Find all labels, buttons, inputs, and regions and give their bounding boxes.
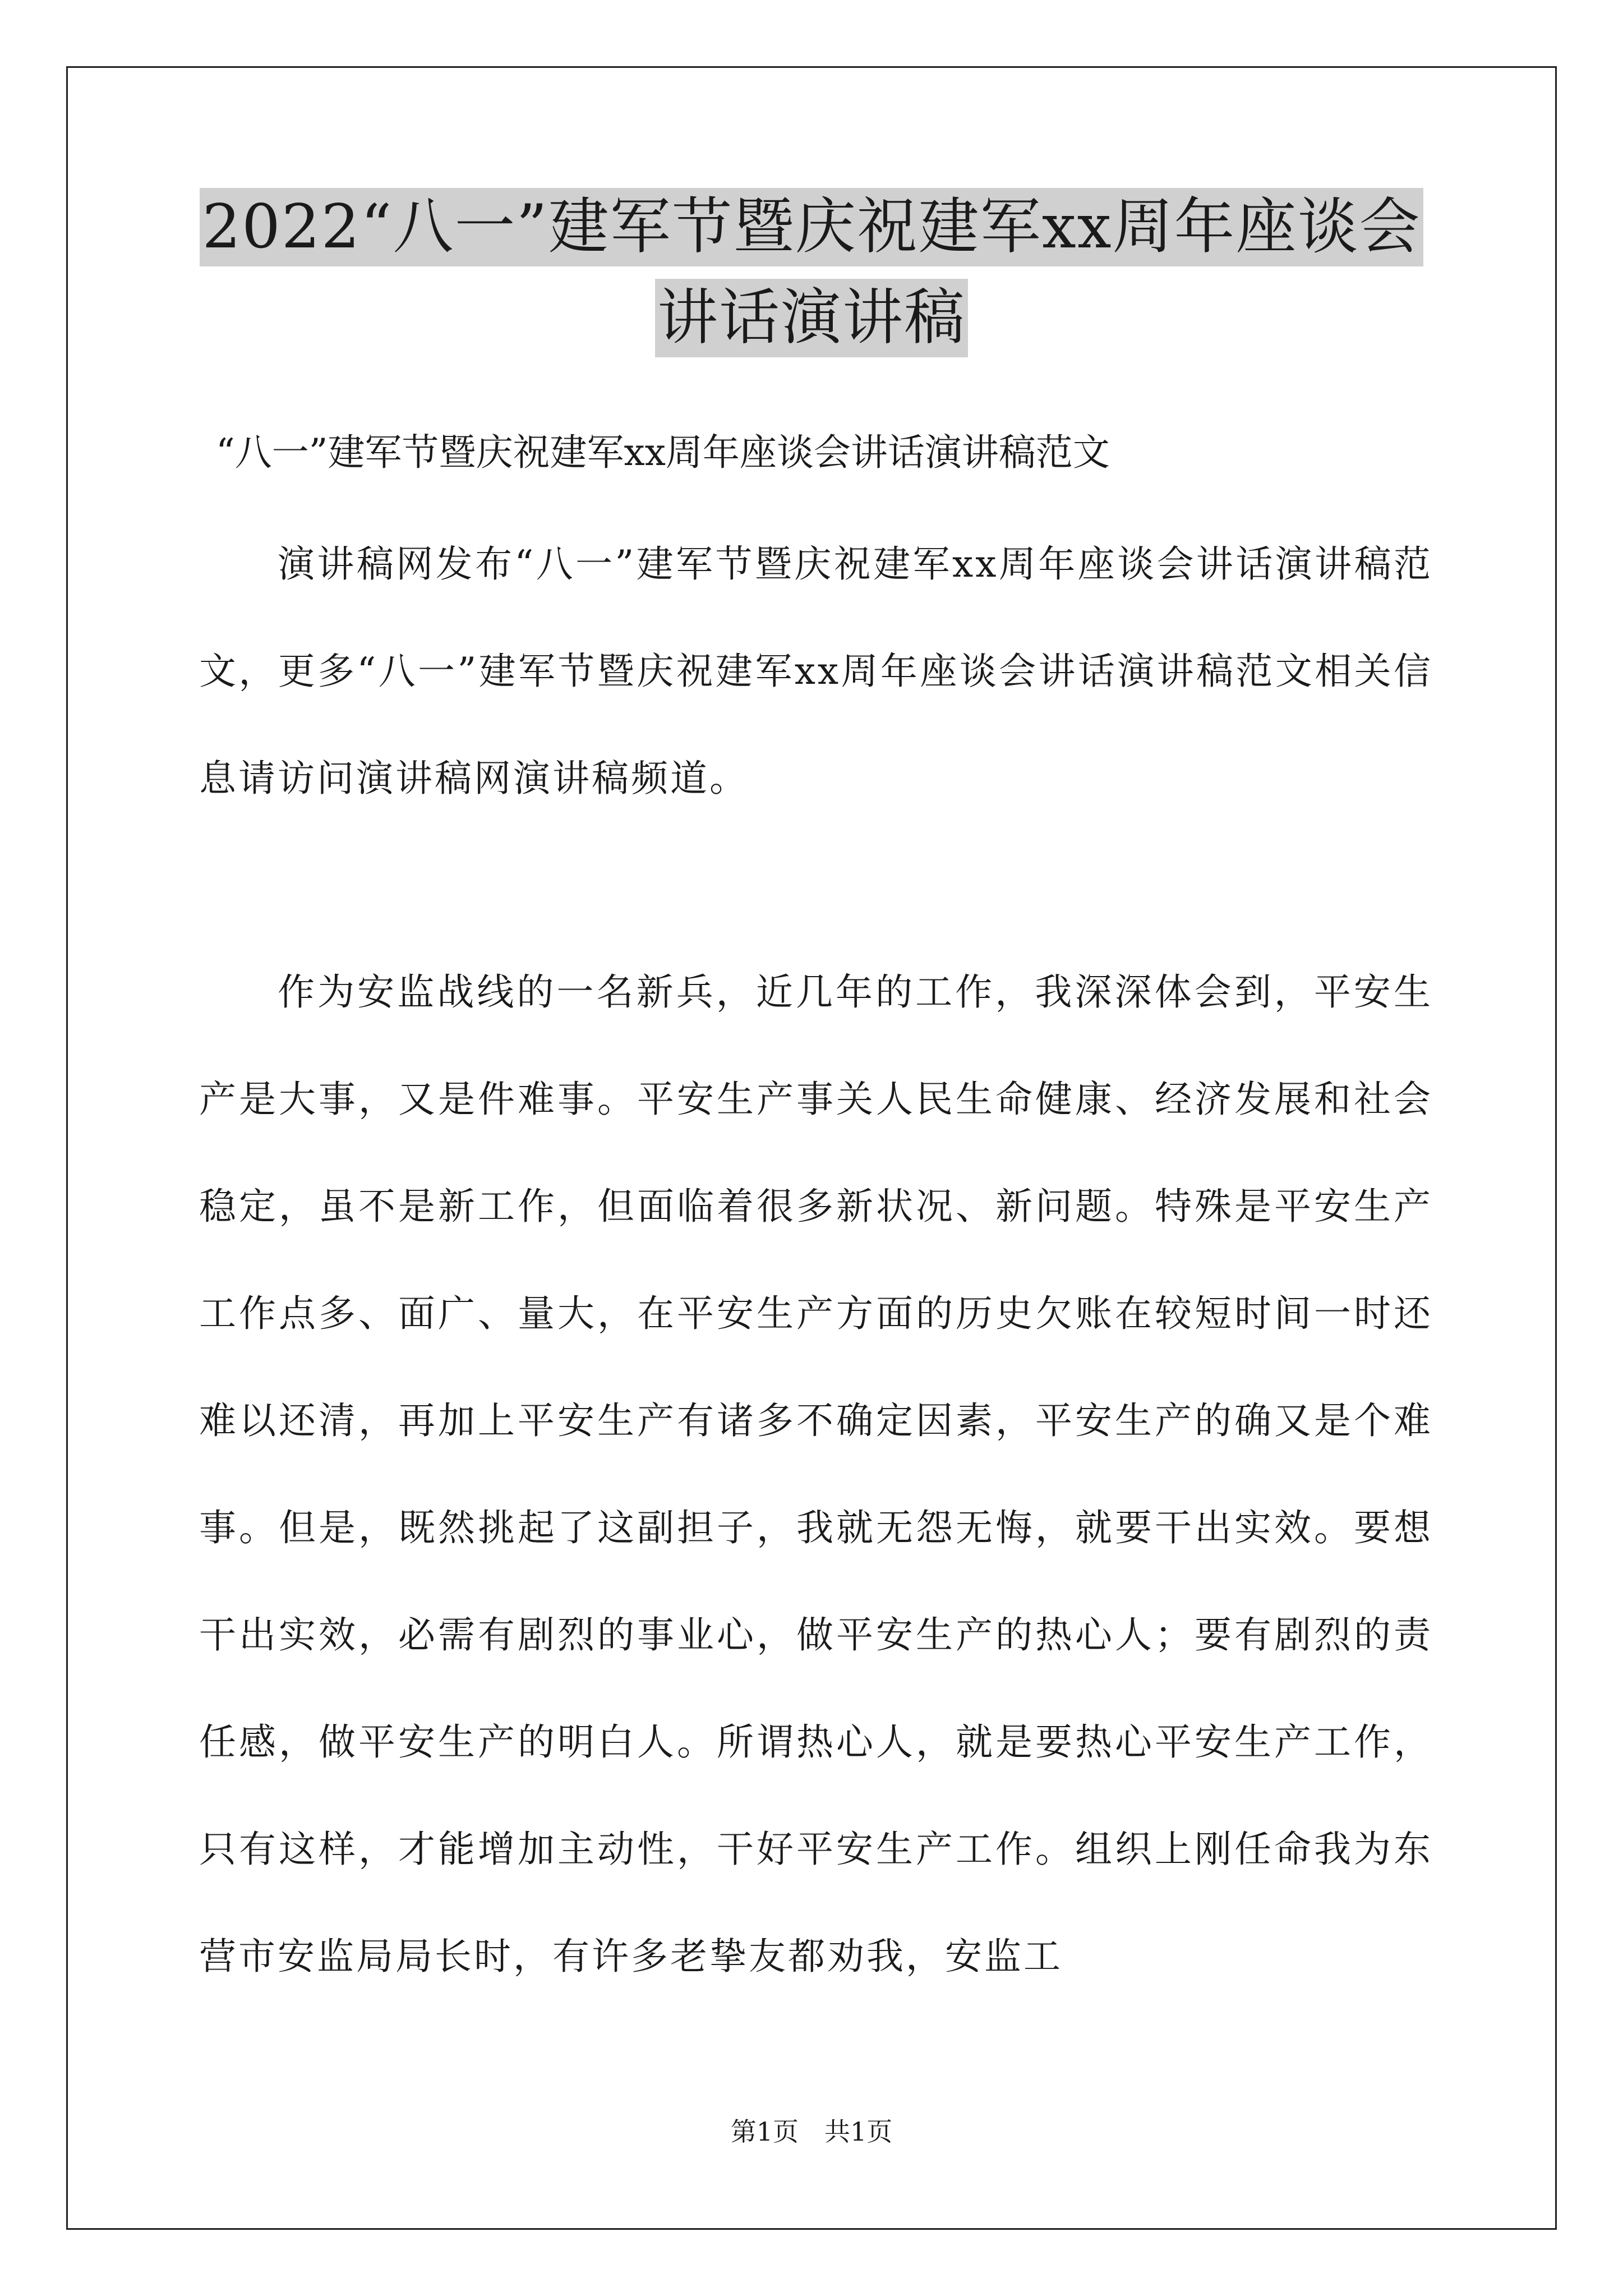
document-title — [168, 188, 1455, 370]
page-footer: 第1页 共1页 — [730, 2116, 893, 2147]
title-line-1: 2022“八一”建军节暨庆祝建军xx周年座谈会 — [200, 188, 1423, 266]
paragraph-body: 作为安监战线的一名新兵，近几年的工作，我深深体会到，平安生产是大事，又是件难事。平安生产事关人民生命健康、经济发展和社会稳定，虽不是新工作，但面临着很多新状况、新问题。特殊是平安生产工作点多、面广、量大，在平安生产方面的历史欠账在较短时间一时还难以还清，再加上平安生产有诸多不确定因素，平安生产的确又是个难事。但是，既然挑起了这副担子，我就无怨无悔，就要干出实效。要想干出实效，必需有剧烈的事业心，做平安生产的热心人；要有剧烈的责任感，做平安生产的明白人。所谓热心人，就是要热心平安生产工作，只有这样，才能增加主动性，干好平安生产工作。组织上刚任命我为东营市安监局局长时，有许多老挚友都劝我，安监工 — [199, 970, 1433, 1978]
document-subtitle: “八一”建军节暨庆祝建军xx周年座谈会讲话演讲稿范文 — [216, 431, 1110, 474]
document-body — [199, 427, 1433, 2010]
paragraph-intro: 演讲稿网发布“八一”建军节暨庆祝建军xx周年座谈会讲话演讲稿范文，更多“八一”建军节暨庆祝建军xx周年座谈会讲话演讲稿范文相关信息请访问演讲稿网演讲稿频道。 — [199, 542, 1433, 800]
title-line-2: 讲话演讲稿 — [655, 279, 968, 357]
